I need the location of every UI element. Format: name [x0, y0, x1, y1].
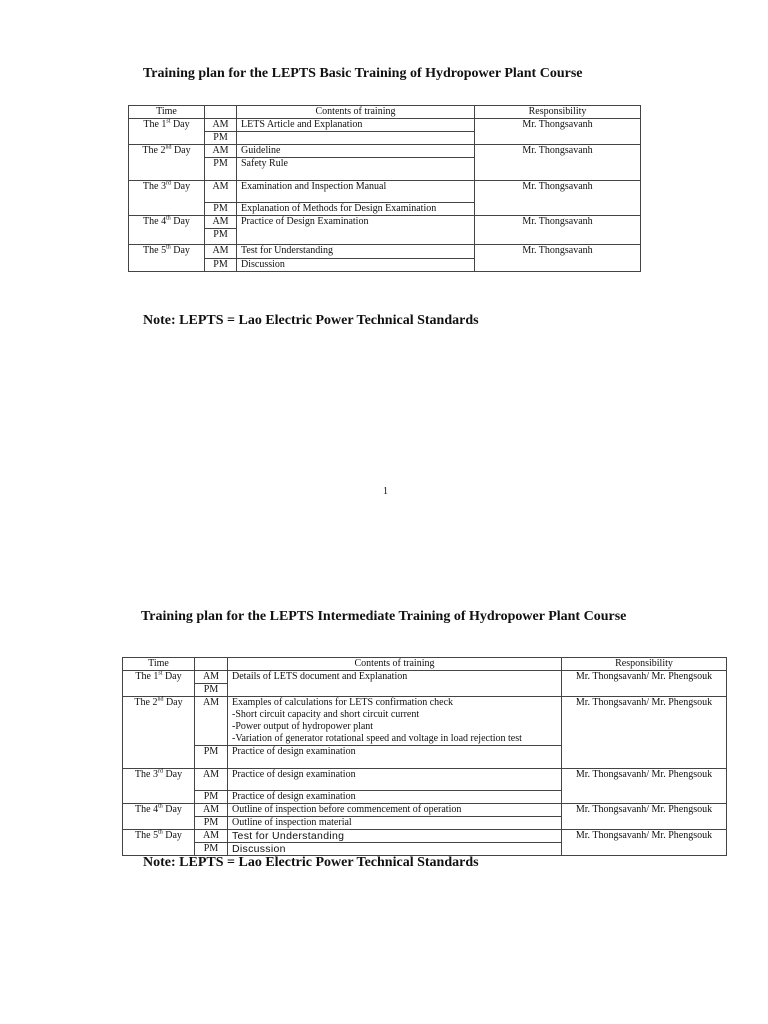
pm-content: Safety Rule	[237, 158, 475, 181]
page-number: 1	[383, 486, 388, 497]
am-label: AM	[205, 145, 237, 158]
responsibility-cell: Mr. Thongsavanh	[475, 181, 641, 216]
pm-label: PM	[205, 229, 237, 245]
table-row	[123, 697, 727, 746]
am-content: Guideline	[237, 145, 475, 158]
table-row	[129, 145, 641, 158]
page2-title: Training plan for the LEPTS Intermediate Training of Hydropower Plant Course	[141, 609, 627, 624]
responsibility-cell: Mr. Thongsavanh	[475, 119, 641, 145]
am-content: Examination and Inspection Manual	[237, 181, 475, 203]
am-label: AM	[195, 830, 228, 843]
table-row	[129, 216, 641, 229]
table-header-row	[123, 658, 727, 671]
pm-content: Discussion	[228, 843, 562, 856]
am-content: Practice of design examination	[228, 769, 562, 791]
header-session	[205, 106, 237, 119]
header-time: Time	[123, 658, 195, 671]
page1-note: Note: LEPTS = Lao Electric Power Technical Standards	[143, 313, 479, 328]
am-label: AM	[205, 245, 237, 259]
pm-label: PM	[195, 746, 228, 769]
responsibility-cell: Mr. Thongsavanh/ Mr. Phengsouk	[562, 830, 727, 856]
pm-label: PM	[205, 158, 237, 181]
am-content: LETS Article and Explanation	[237, 119, 475, 132]
am-content: Outline of inspection before commencement of operation	[228, 804, 562, 817]
table-row	[123, 769, 727, 791]
pm-label: PM	[195, 817, 228, 830]
responsibility-cell: Mr. Thongsavanh/ Mr. Phengsouk	[562, 697, 727, 769]
table-row	[129, 181, 641, 203]
am-content: Details of LETS document and Explanation	[228, 671, 562, 697]
am-content-line: -Power output of hydropower plant	[232, 721, 374, 732]
am-content: Test for Understanding	[228, 830, 562, 843]
pm-content: Explanation of Methods for Design Examination	[237, 203, 475, 216]
day-label: The 4th Day	[123, 804, 195, 830]
table-row	[123, 830, 727, 843]
pm-content: Discussion	[237, 259, 475, 272]
responsibility-cell: Mr. Thongsavanh/ Mr. Phengsouk	[562, 804, 727, 830]
header-contents: Contents of training	[228, 658, 562, 671]
am-content: Practice of Design Examination	[237, 216, 475, 245]
day-label: The 1st Day	[123, 671, 195, 697]
pm-label: PM	[205, 203, 237, 216]
responsibility-cell: Mr. Thongsavanh	[475, 245, 641, 272]
pm-content: Practice of design examination	[228, 746, 562, 769]
day-label: The 5th Day	[129, 245, 205, 272]
pm-content	[237, 132, 475, 145]
day-label: The 2nd Day	[129, 145, 205, 181]
day-label: The 4th Day	[129, 216, 205, 245]
basic-training-table	[128, 105, 641, 272]
header-time: Time	[129, 106, 205, 119]
header-session	[195, 658, 228, 671]
am-label: AM	[195, 804, 228, 817]
am-label: AM	[205, 216, 237, 229]
am-content: Test for Understanding	[237, 245, 475, 259]
pm-label: PM	[205, 259, 237, 272]
table-row	[129, 245, 641, 259]
responsibility-cell: Mr. Thongsavanh/ Mr. Phengsouk	[562, 769, 727, 804]
header-responsibility: Responsibility	[475, 106, 641, 119]
table-row	[123, 804, 727, 817]
table-header-row	[129, 106, 641, 119]
responsibility-cell: Mr. Thongsavanh	[475, 145, 641, 181]
header-responsibility: Responsibility	[562, 658, 727, 671]
responsibility-cell: Mr. Thongsavanh/ Mr. Phengsouk	[562, 671, 727, 697]
responsibility-cell: Mr. Thongsavanh	[475, 216, 641, 245]
table-row	[129, 119, 641, 132]
page2-note: Note: LEPTS = Lao Electric Power Technical Standards	[143, 855, 479, 870]
pm-content: Practice of design examination	[228, 791, 562, 804]
day-label: The 3rd Day	[123, 769, 195, 804]
day-label: The 5th Day	[123, 830, 195, 856]
am-label: AM	[205, 119, 237, 132]
page1-title: Training plan for the LEPTS Basic Training of Hydropower Plant Course	[143, 66, 583, 81]
day-label: The 2nd Day	[123, 697, 195, 769]
am-content-line: -Variation of generator rotational speed and voltage in load rejection test	[232, 733, 522, 744]
day-label: The 3rd Day	[129, 181, 205, 216]
pm-label: PM	[195, 791, 228, 804]
am-content-line: -Short circuit capacity and short circuit current	[232, 709, 420, 720]
am-content-line: Examples of calculations for LETS confirmation check	[232, 697, 454, 708]
pm-label: PM	[195, 684, 228, 697]
pm-label: PM	[195, 843, 228, 856]
am-label: AM	[195, 769, 228, 791]
pm-label: PM	[205, 132, 237, 145]
header-contents: Contents of training	[237, 106, 475, 119]
am-label: AM	[195, 671, 228, 684]
table-row	[123, 671, 727, 684]
day-label: The 1st Day	[129, 119, 205, 145]
am-label: AM	[205, 181, 237, 203]
pm-content: Outline of inspection material	[228, 817, 562, 830]
am-content	[228, 697, 562, 746]
intermediate-training-table	[122, 657, 727, 856]
am-label: AM	[195, 697, 228, 746]
